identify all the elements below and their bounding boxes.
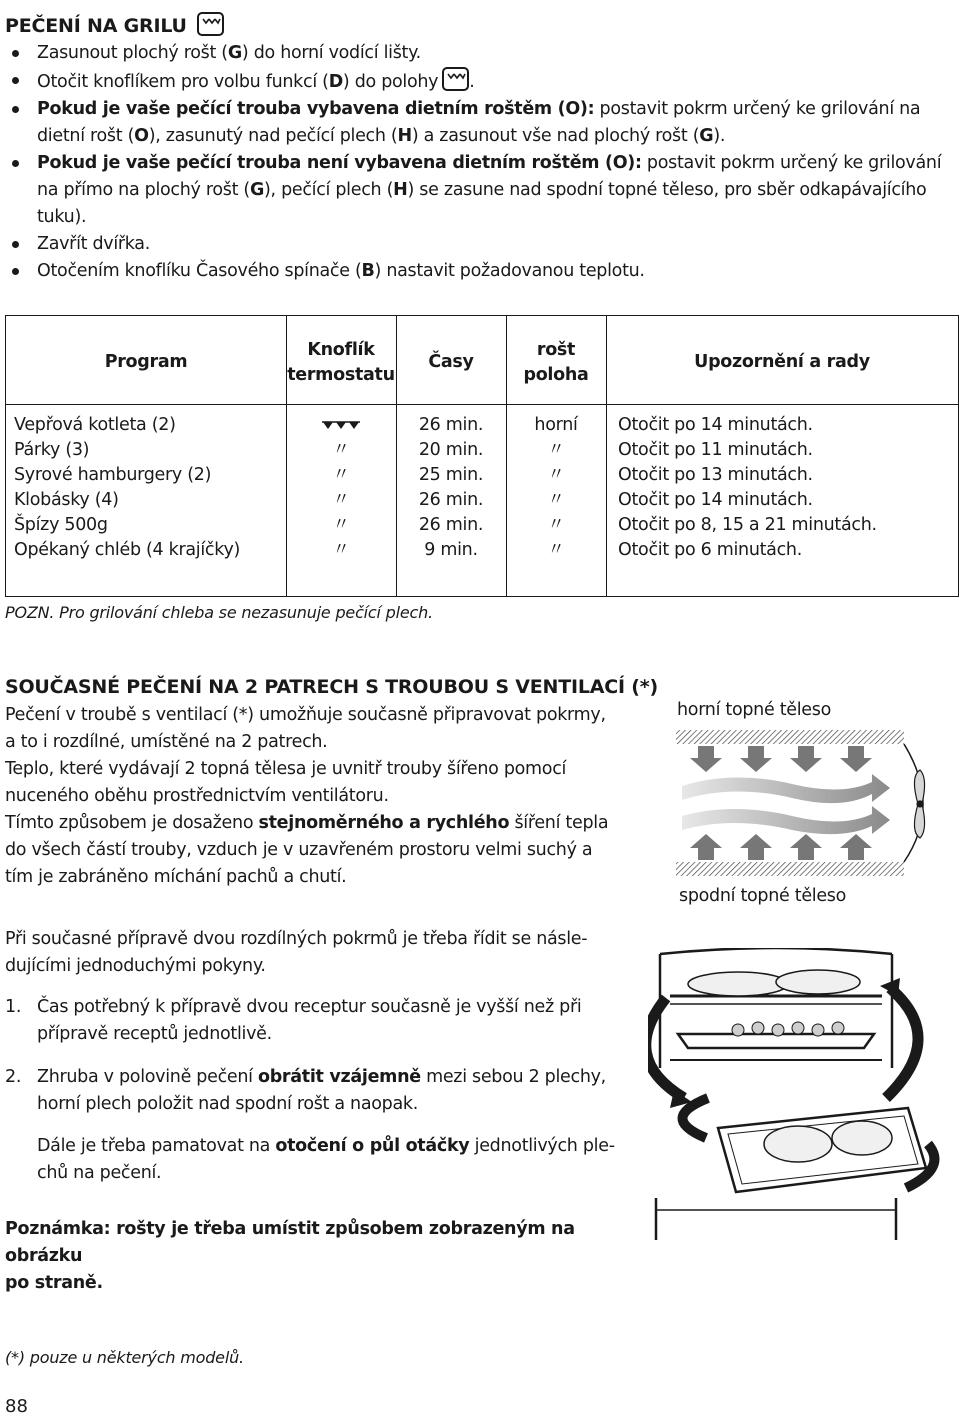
lower-tray — [670, 1022, 882, 1060]
heat-arrows-up — [690, 834, 872, 860]
lower-heater — [676, 862, 904, 876]
table-row — [6, 438, 958, 463]
heat-arrows-down — [690, 746, 872, 772]
air-flow-arrows — [682, 774, 890, 834]
numbered-step-1: 1. Čas potřebný k přípravě dvou receptur současně je vyšší než při přípravě receptů jednotlivě. — [5, 997, 582, 1044]
triple-grill-icon — [286, 413, 396, 440]
cell-program: Párky (3) — [14, 440, 90, 460]
lower-heater-label: spodní topné těleso — [679, 886, 847, 906]
rack-positions-diagram — [648, 948, 948, 1243]
list-item: Pokud je vaše pečící trouba vybavena dietním roštěm (O): postavit pokrm určený ke grilování na dietní rošt (O), zasunutý nad pečící plech (H) a zasunout vše nad plochý rošt (G). — [5, 96, 955, 150]
page-number: 88 — [5, 1396, 28, 1417]
cell-time: 9 min. — [424, 540, 478, 560]
grill-icon — [442, 67, 469, 91]
cell-rack: 〃 — [547, 490, 565, 510]
fan-title: SOUČASNÉ PEČENÍ NA 2 PATRECH S TROUBOU S VENTILACÍ (*) — [5, 676, 659, 698]
cell-time: 26 min. — [418, 415, 484, 435]
cell-tip: Otočit po 13 minutách. — [618, 465, 813, 485]
header-divider — [6, 404, 958, 405]
cell-program: Opékaný chléb (4 krajíčky) — [14, 540, 241, 560]
cell-program: Vepřová kotleta (2) — [14, 415, 176, 435]
rotated-tray — [718, 1108, 926, 1192]
table-row — [6, 488, 958, 513]
fan-intro: Pečení v troubě s ventilací (*) umožňuje současně připravovat pokrmy, a to i rozdílné, umístěné na 2 patrech. Teplo, které vydávají 2 topná tělesa je uvnitř trouby šířeno pomocí nuceného oběhu prostřednictvím ventilátoru. Tímto způsobem je dosaženo stejnoměrného a rychlého šíření tepla do všech částí trouby, vzduch je v uzavřeném prostoru velmi suchý a tím je zabráněno míchání pachů a chutí. — [5, 705, 609, 887]
upper-heater-label: horní topné těleso — [677, 700, 831, 720]
rack-remark: Poznámka: rošty je třeba umístit způsobem zobrazeným na obrázku po straně. — [5, 1219, 575, 1293]
cell-knob: 〃 — [332, 540, 350, 560]
fan-icon — [914, 770, 924, 838]
grill-instructions — [5, 40, 955, 285]
table-row — [6, 413, 958, 438]
step-2-continuation: Dále je třeba pamatovat na otočení o půl otáčky jednotlivých ple- chů na pečení. — [37, 1136, 615, 1183]
numbered-step-2: 2. Zhruba v polovině pečení obrátit vzájemně mezi sebou 2 plechy, horní plech položit nad spodní rošt a naopak. — [5, 1067, 606, 1114]
grill-note: POZN. Pro grilování chleba se nezasunuje pečící plech. — [5, 603, 433, 622]
header-knob: Knoflík termostatu — [287, 340, 395, 385]
cell-program: Špízy 500g — [14, 515, 108, 535]
grill-table — [5, 315, 959, 597]
cell-program: Syrové hamburgery (2) — [14, 465, 212, 485]
list-item: Zasunout plochý rošt (G) do horní vodící lišty. — [5, 40, 955, 67]
cell-knob: 〃 — [332, 440, 350, 460]
cell-rack: 〃 — [547, 465, 565, 485]
header-rack: rošt poloha — [523, 340, 589, 385]
cell-time: 20 min. — [418, 440, 484, 460]
header-program: Program — [104, 352, 188, 372]
upper-tray — [670, 970, 882, 1004]
header-times: Časy — [428, 352, 474, 372]
cell-tip: Otočit po 6 minutách. — [618, 540, 802, 560]
cell-time: 26 min. — [418, 490, 484, 510]
grill-title: PEČENÍ NA GRILU — [5, 12, 224, 37]
header-tips: Upozornění a rady — [694, 352, 870, 372]
cell-rack: horní — [534, 415, 578, 435]
list-item: Zavřít dvířka. — [5, 231, 955, 258]
cell-knob: 〃 — [332, 515, 350, 535]
cell-time: 26 min. — [418, 515, 484, 535]
upper-heater — [676, 730, 904, 744]
cell-rack: 〃 — [547, 440, 565, 460]
list-item: Pokud je vaše pečící trouba není vybavena dietním roštěm (O): postavit pokrm určený ke grilování na přímo na plochý rošt (G), pečící plech (H) se zasune nad spodní topné těleso, pro sběr odkapávajícího tuku). — [5, 150, 955, 231]
cell-rack: 〃 — [547, 515, 565, 535]
cell-knob: 〃 — [332, 465, 350, 485]
cell-program: Klobásky (4) — [14, 490, 119, 510]
cell-tip: Otočit po 8, 15 a 21 minutách. — [618, 515, 877, 535]
footnote: (*) pouze u některých modelů. — [5, 1348, 244, 1367]
cell-tip: Otočit po 14 minutách. — [618, 490, 813, 510]
fan-instructions-intro: Při současné přípravě dvou rozdílných pokrmů je třeba řídit se násle- dujícími jednoduchými pokyny. — [5, 929, 588, 976]
cell-knob: 〃 — [332, 490, 350, 510]
table-row — [6, 513, 958, 538]
cell-time: 25 min. — [418, 465, 484, 485]
cell-tip: Otočit po 11 minutách. — [618, 440, 813, 460]
table-row — [6, 538, 958, 563]
list-item: Otočením knoflíku Časového spínače (B) nastavit požadovanou teplotu. — [5, 258, 955, 285]
table-row — [6, 463, 958, 488]
cell-rack: 〃 — [547, 540, 565, 560]
rotate-arrow-left — [682, 1098, 708, 1138]
list-item: Otočit knoflíkem pro volbu funkcí (D) do polohy . — [5, 67, 955, 96]
swap-arrow-left — [648, 998, 684, 1098]
grill-icon — [197, 12, 224, 36]
oven-airflow-diagram — [672, 726, 960, 882]
cell-tip: Otočit po 14 minutách. — [618, 415, 813, 435]
